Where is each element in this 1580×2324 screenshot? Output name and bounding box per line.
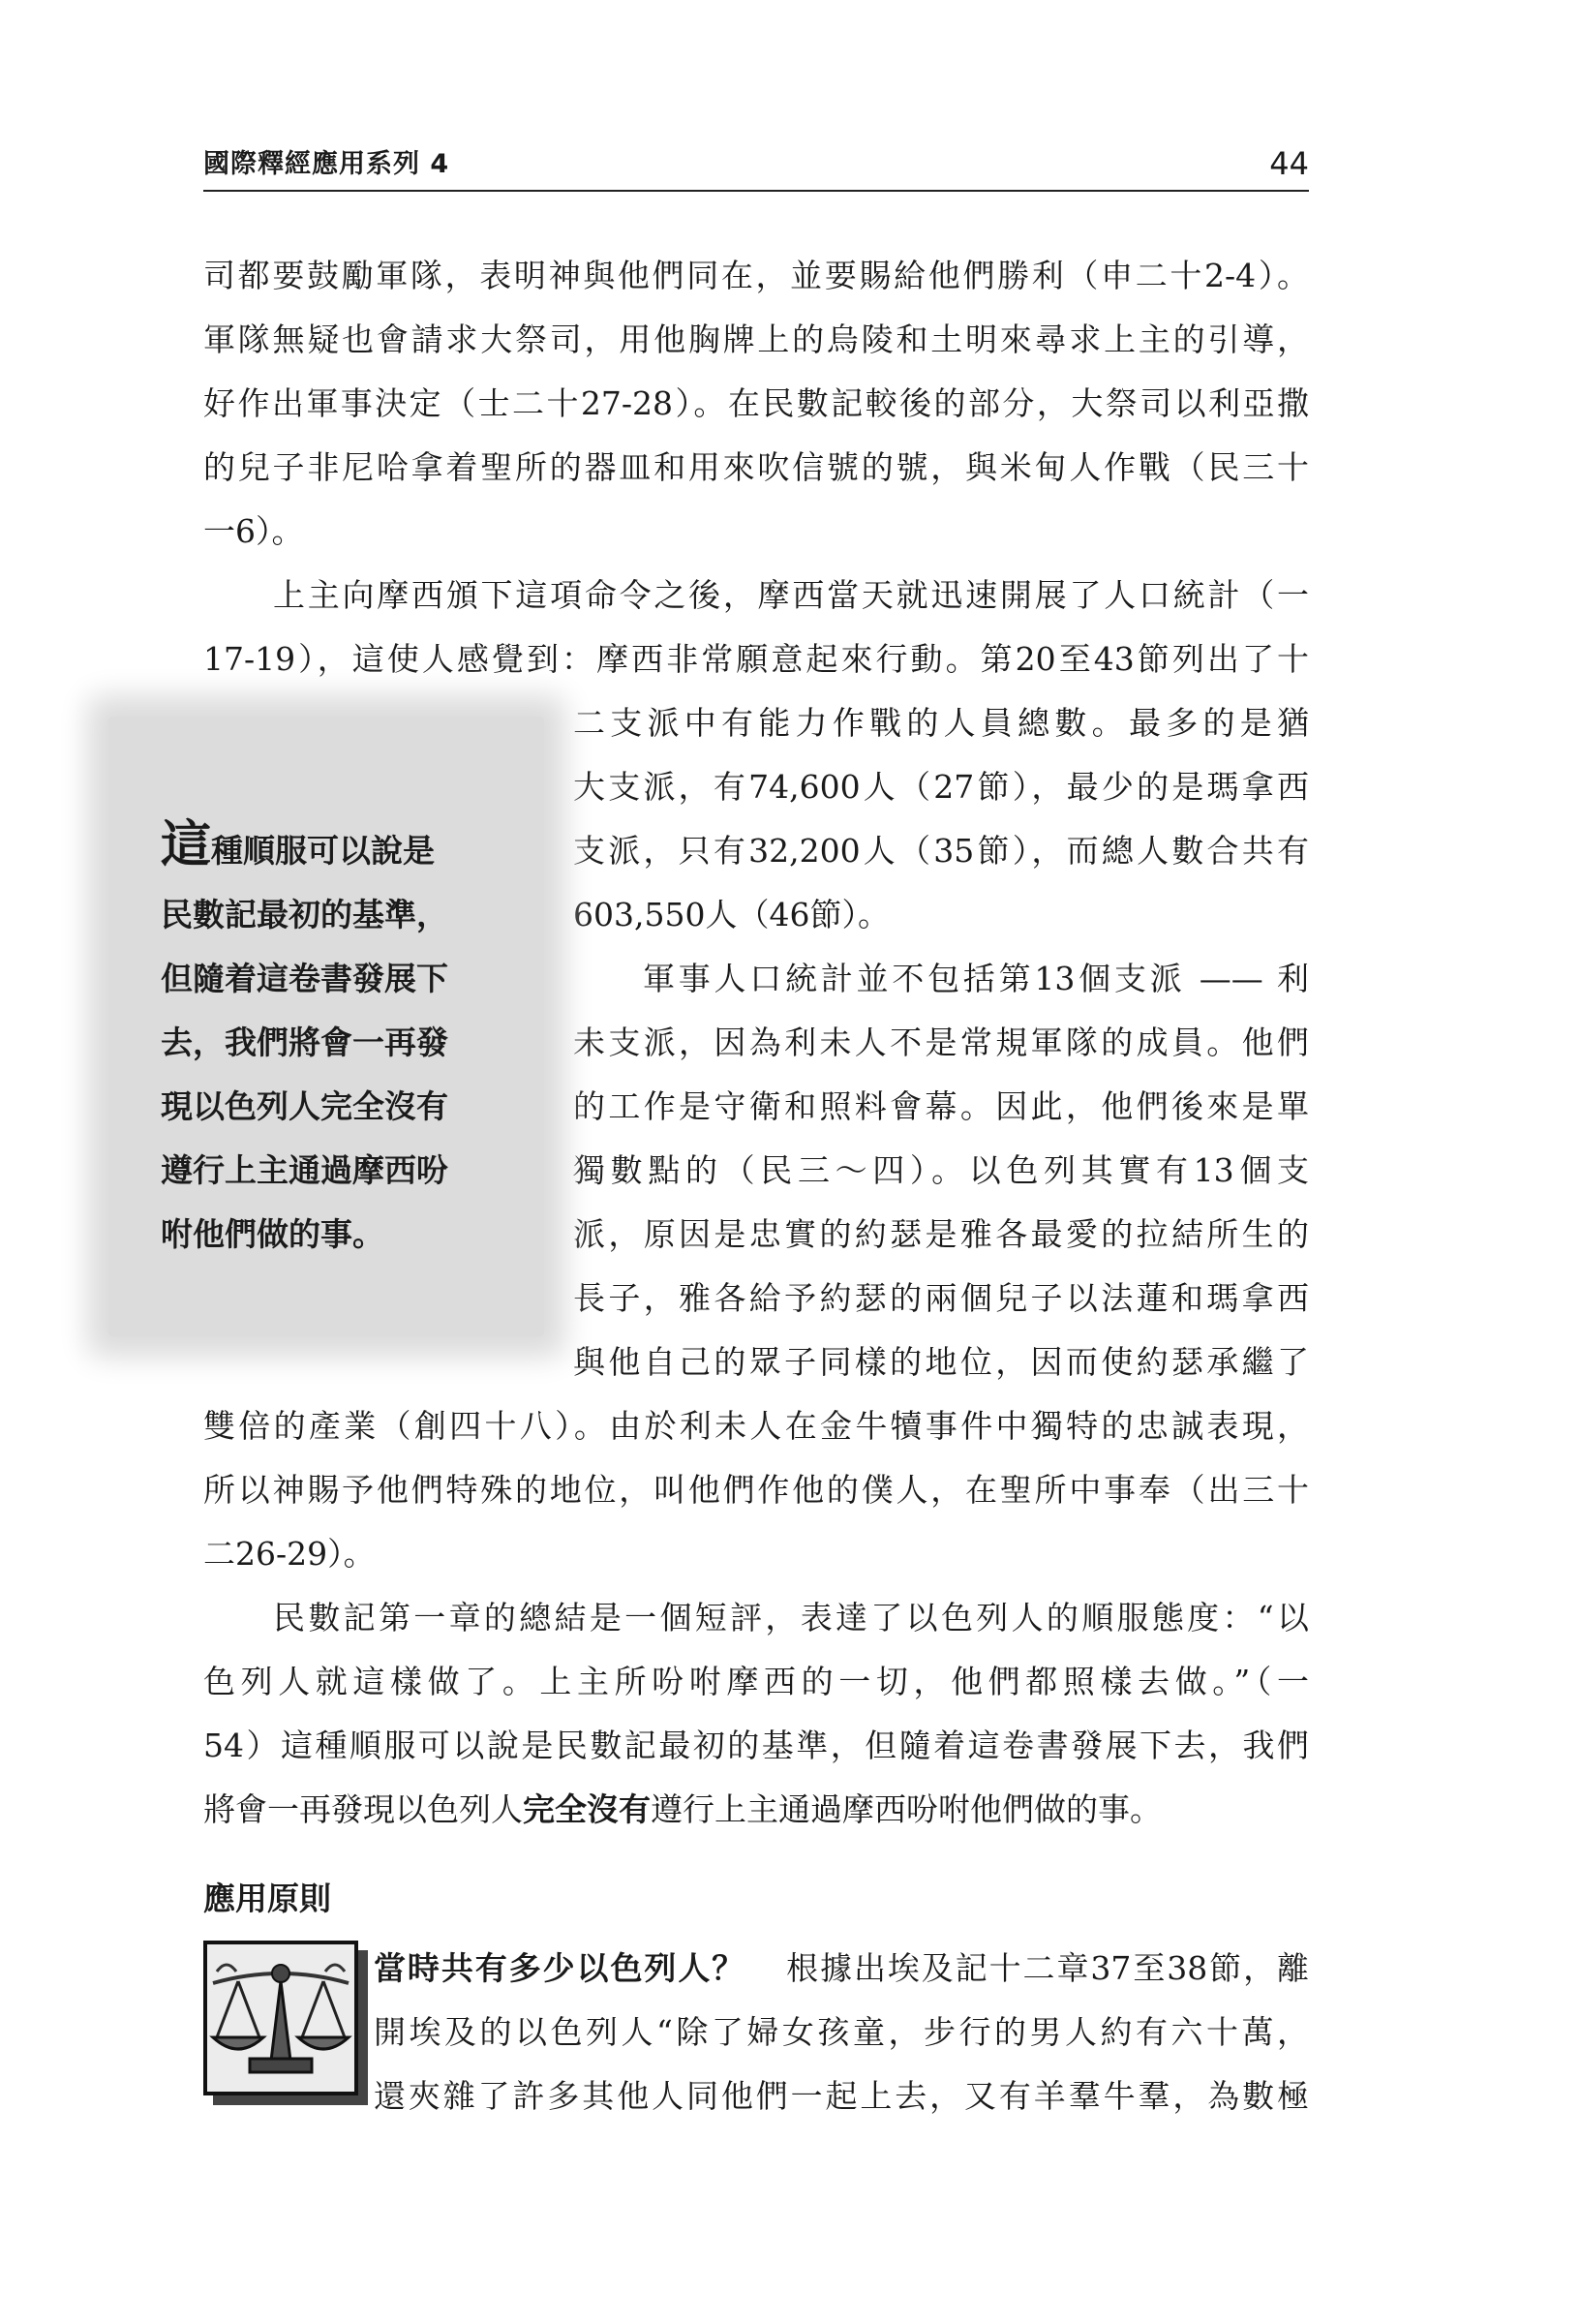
application-line xyxy=(374,1937,1309,2001)
body-line: 603,550人（46節）。 xyxy=(573,896,890,933)
running-header xyxy=(203,136,1309,192)
body-line: 派，原因是忠實的約瑟是雅各最愛的拉結所生的 xyxy=(573,1215,1309,1253)
pull-quote-line: 遵行上主通過摩西吩 xyxy=(161,1151,448,1189)
body-line: 的工作是守衛和照料會幕。因此，他們後來是單 xyxy=(573,1087,1309,1125)
body-line: 的兒子非尼哈拿着聖所的器皿和用來吹信號的號，與米甸人作戰（民三十 xyxy=(203,448,1309,486)
emphasis-text: 完全沒有 xyxy=(523,1790,651,1828)
drop-cap: 這 xyxy=(161,816,212,874)
body-line: 17-19），這使人感覺到：摩西非常願意起來行動。第20至43節列出了十 xyxy=(203,640,1309,678)
application-line: 開埃及的以色列人“除了婦女孩童，步行的男人約有六十萬， xyxy=(374,2013,1309,2051)
pull-quote-line: 種順服可以說是 xyxy=(211,832,436,870)
body-line: 二26-29）。 xyxy=(203,1535,376,1573)
body-line: 司都要鼓勵軍隊，表明神與他們同在，並要賜給他們勝利（申二十2-4）。 xyxy=(203,257,1309,294)
pull-quote-line: 民數記最初的基準， xyxy=(161,896,448,933)
body-text: 根據出埃及記十二章37至38節，離 xyxy=(784,1949,1309,1987)
body-line: 所以神賜予他們特殊的地位，叫他們作他的僕人，在聖所中事奉（出三十 xyxy=(203,1471,1309,1509)
scales-icon xyxy=(203,1941,358,2095)
body-line: 54）這種順服可以說是民數記最初的基準，但隨着這卷書發展下去，我們 xyxy=(203,1727,1309,1764)
body-text: 遵行上主通過摩西吩咐他們做的事。 xyxy=(651,1790,1162,1828)
body-line: 民數記第一章的總結是一個短評，表達了以色列人的順服態度：“以 xyxy=(273,1599,1309,1636)
body-line xyxy=(203,1778,1309,1842)
application-question: 當時共有多少以色列人？ xyxy=(374,1949,746,1987)
body-line: 二支派中有能力作戰的人員總數。最多的是猶 xyxy=(573,704,1309,742)
body-line: 一6）。 xyxy=(203,512,304,550)
body-line: 軍事人口統計並不包括第13個支派 —— 利 xyxy=(643,960,1309,997)
body-line: 支派，只有32,200人（35節），而總人數合共有 xyxy=(573,832,1309,870)
body-line: 未支派，因為利未人不是常規軍隊的成員。他們 xyxy=(573,1024,1309,1061)
body-line: 與他自己的眾子同樣的地位，因而使約瑟承繼了 xyxy=(573,1343,1309,1381)
pull-quote-box xyxy=(108,717,544,1336)
pull-quote-text xyxy=(161,813,509,1267)
body-line: 好作出軍事決定（士二十27-28）。在民數記較後的部分，大祭司以利亞撒 xyxy=(203,384,1309,422)
body-line: 長子，雅各給予約瑟的兩個兒子以法蓮和瑪拿西 xyxy=(573,1279,1309,1317)
body-line: 大支派，有74,600人（27節），最少的是瑪拿西 xyxy=(573,768,1309,806)
pull-quote-line: 但隨着這卷書發展下 xyxy=(161,960,448,997)
pull-quote-line: 現以色列人完全沒有 xyxy=(161,1087,448,1125)
body-text: 將會一再發現以色列人 xyxy=(203,1790,523,1828)
section-title: 應用原則 xyxy=(203,1880,331,1917)
page-number: 44 xyxy=(1269,145,1309,182)
body-line: 雙倍的產業（創四十八）。由於利未人在金牛犢事件中獨特的忠誠表現， xyxy=(203,1407,1309,1445)
body-line: 獨數點的（民三～四）。以色列其實有13個支 xyxy=(573,1151,1309,1189)
body-line: 上主向摩西頒下這項命令之後，摩西當天就迅速開展了人口統計（一 xyxy=(273,576,1309,614)
pull-quote-line: 咐他們做的事。 xyxy=(161,1215,384,1253)
pull-quote-line: 去，我們將會一再發 xyxy=(161,1024,448,1061)
body-line: 軍隊無疑也會請求大祭司，用他胸牌上的烏陵和土明來尋求上主的引導， xyxy=(203,321,1309,358)
application-line: 還夾雜了許多其他人同他們一起上去，又有羊羣牛羣，為數極 xyxy=(374,2077,1309,2115)
series-title: 國際釋經應用系列 4 xyxy=(203,149,450,179)
body-line: 色列人就這樣做了。上主所吩咐摩西的一切，他們都照樣去做。”（一 xyxy=(203,1663,1309,1700)
